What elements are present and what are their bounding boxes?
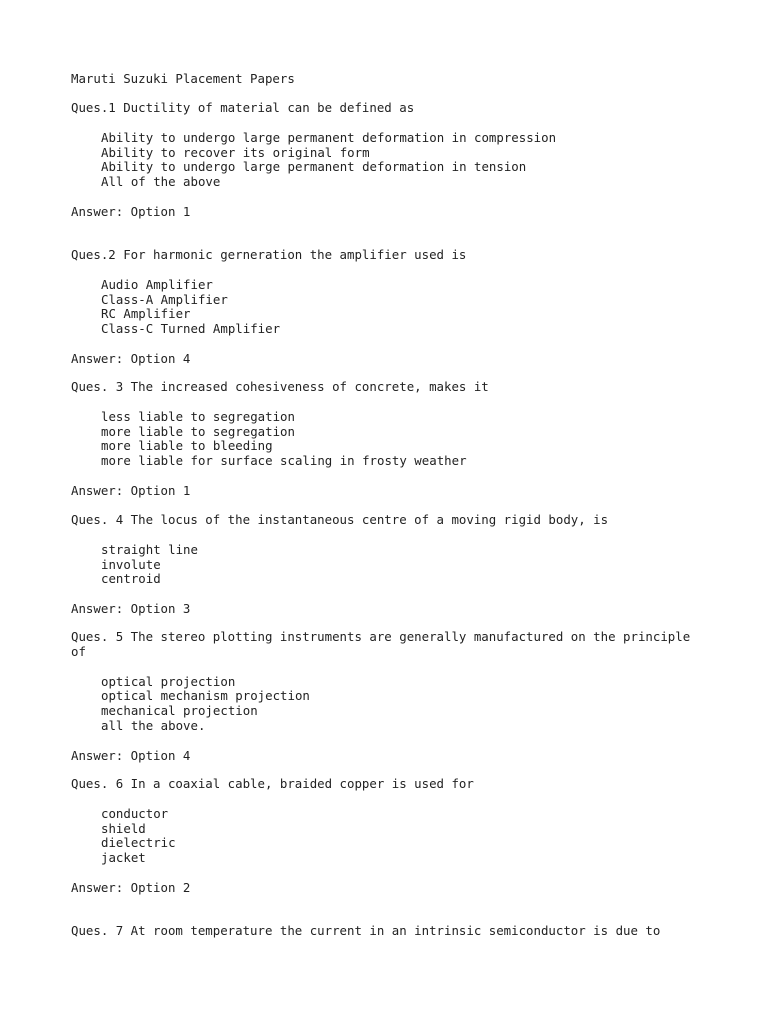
option-item: Ability to recover its original form bbox=[101, 144, 370, 160]
option-item: shield bbox=[101, 820, 146, 836]
option-item: more liable to segregation bbox=[101, 423, 295, 439]
answer-text: Answer: Option 3 bbox=[71, 601, 191, 617]
options-list bbox=[71, 131, 711, 190]
answer-text: Answer: Option 2 bbox=[71, 879, 191, 895]
options-list bbox=[71, 807, 711, 866]
question-text: Ques. 5 The stereo plotting instruments are generally manufactured on the principle of bbox=[71, 629, 691, 659]
question-7 bbox=[71, 924, 711, 939]
question-text: Ques. 7 At room temperature the current in an intrinsic semiconductor is due to bbox=[71, 923, 661, 938]
options-list bbox=[71, 410, 711, 469]
option-item: Ability to undergo large permanent deformation in compression bbox=[101, 129, 557, 145]
option-item: RC Amplifier bbox=[101, 306, 191, 322]
answer-text: Answer: Option 1 bbox=[71, 203, 191, 219]
question-5 bbox=[71, 630, 711, 764]
option-item: all the above. bbox=[101, 717, 206, 733]
option-item: dielectric bbox=[101, 835, 176, 851]
option-item: Audio Amplifier bbox=[101, 276, 213, 292]
option-item: involute bbox=[101, 556, 161, 572]
question-6 bbox=[71, 777, 711, 896]
answer-text: Answer: Option 4 bbox=[71, 747, 191, 763]
option-item: more liable to bleeding bbox=[101, 438, 273, 454]
option-item: jacket bbox=[101, 850, 146, 866]
question-text: Ques. 4 The locus of the instantaneous centre of a moving rigid body, is bbox=[71, 512, 609, 527]
options-list bbox=[71, 675, 711, 734]
option-item: mechanical projection bbox=[101, 703, 258, 719]
question-text: Ques.2 For harmonic gerneration the amplifier used is bbox=[71, 247, 467, 262]
options-list bbox=[71, 543, 711, 587]
answer-text: Answer: Option 1 bbox=[71, 482, 191, 498]
question-text: Ques. 3 The increased cohesiveness of concrete, makes it bbox=[71, 379, 489, 394]
question-1 bbox=[71, 101, 711, 220]
option-item: Class-C Turned Amplifier bbox=[101, 321, 281, 337]
answer-text: Answer: Option 4 bbox=[71, 350, 191, 366]
option-item: conductor bbox=[101, 805, 169, 821]
option-item: more liable for surface scaling in frosty weather bbox=[101, 453, 467, 469]
question-4 bbox=[71, 513, 711, 617]
option-item: Ability to undergo large permanent deformation in tension bbox=[101, 159, 527, 175]
option-item: All of the above bbox=[101, 174, 221, 190]
question-text: Ques.1 Ductility of material can be defined as bbox=[71, 100, 415, 115]
question-3 bbox=[71, 380, 711, 499]
question-text: Ques. 6 In a coaxial cable, braided copper is used for bbox=[71, 776, 474, 791]
question-2 bbox=[71, 248, 711, 367]
option-item: Class-A Amplifier bbox=[101, 291, 228, 307]
option-item: centroid bbox=[101, 571, 161, 587]
option-item: less liable to segregation bbox=[101, 408, 295, 424]
option-item: optical projection bbox=[101, 673, 236, 689]
option-item: straight line bbox=[101, 541, 198, 557]
option-item: optical mechanism projection bbox=[101, 688, 310, 704]
document-title: Maruti Suzuki Placement Papers bbox=[71, 71, 295, 86]
options-list bbox=[71, 278, 711, 337]
